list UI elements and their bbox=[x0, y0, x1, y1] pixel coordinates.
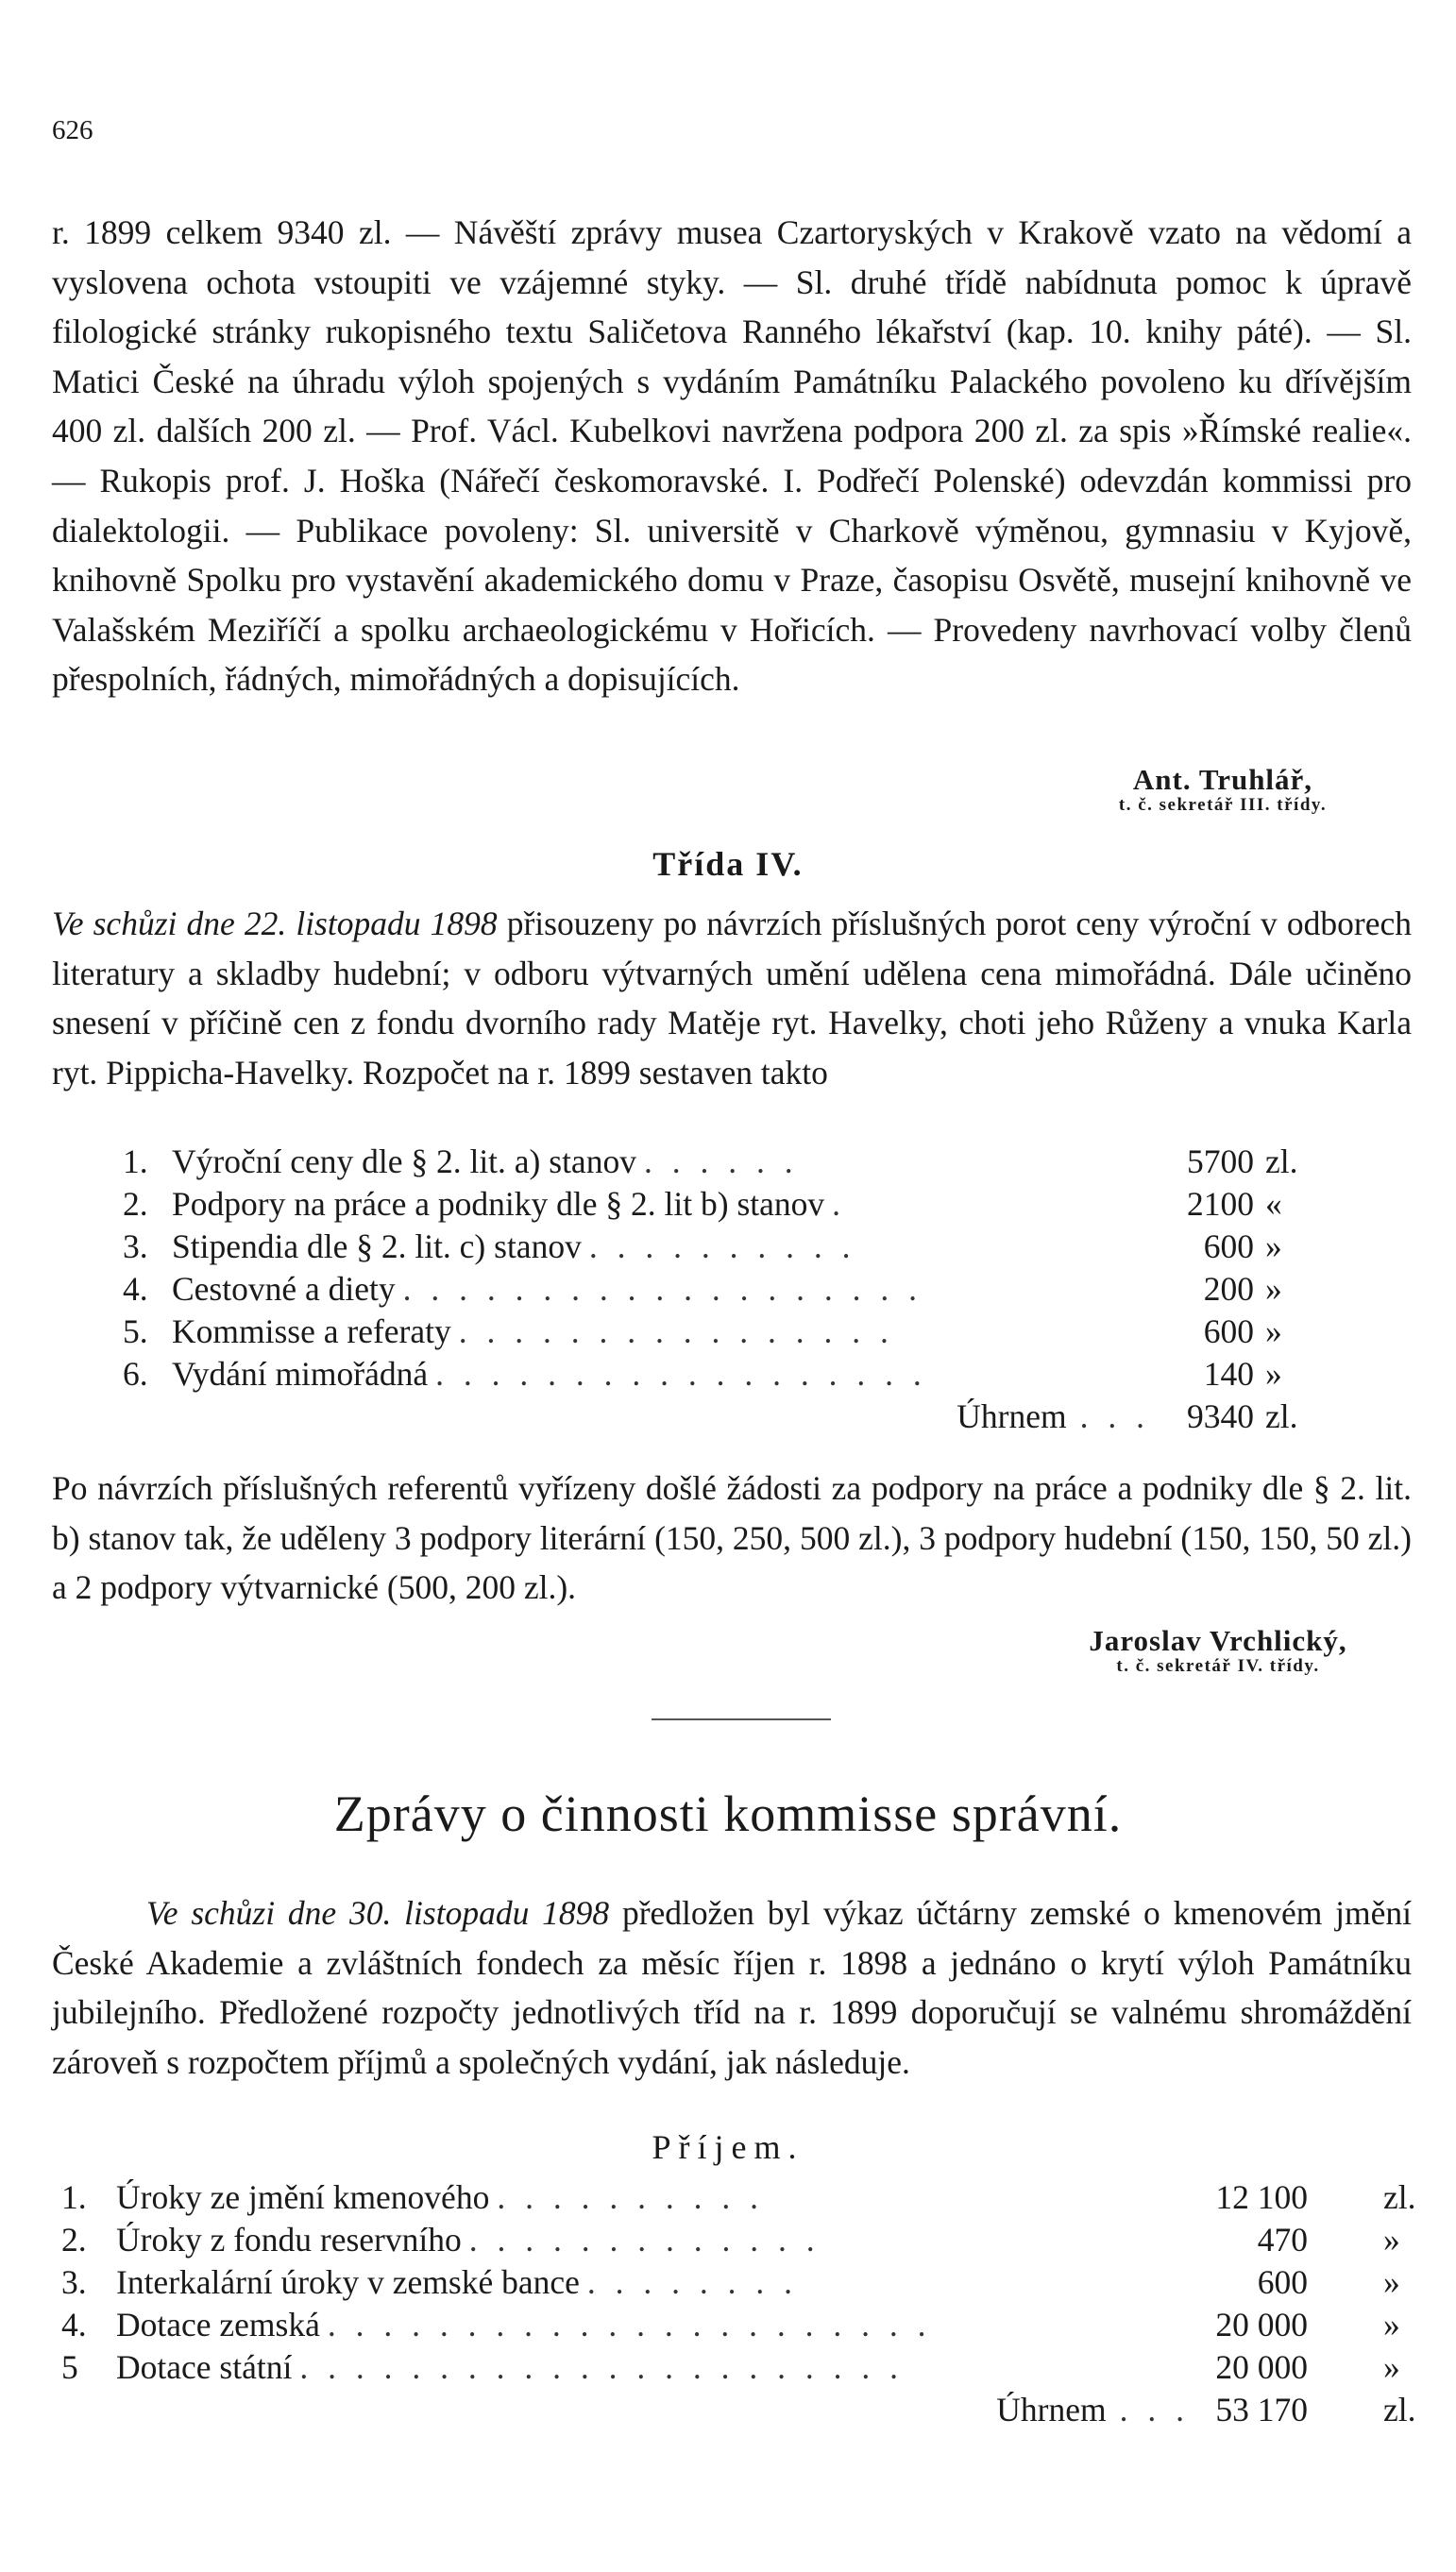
page-number: 626 bbox=[52, 115, 93, 145]
row-unit: » bbox=[1383, 2221, 1400, 2259]
signature-truhlar bbox=[1034, 765, 1412, 814]
row-amount: 200 bbox=[1203, 1270, 1254, 1308]
row-label: Úroky ze jmění kmenového bbox=[116, 2178, 490, 2216]
leader-dots: . . . . . . . . . . . . . . . . . . bbox=[435, 1355, 927, 1393]
leader-dots: . . . bbox=[1079, 1397, 1150, 1435]
row-label: Cestovné a diety bbox=[172, 1270, 396, 1308]
paragraph-text: předložen byl výkaz účtárny zemské o kmenovém jmění České Akademie a zvláštních fondech za měsíc říjen r. 1898 a jednáno o krytí výloh Památníku jubilejního. Předložené rozpočty jednotlivých tříd na r. 1899 doporučují se valnému shromáždění zároveň s rozpočtem příjmů a společných vydání, jak následuje. bbox=[52, 1894, 1413, 2081]
row-amount: 600 bbox=[1203, 1227, 1254, 1265]
row-number: 5 bbox=[61, 2348, 78, 2386]
leader-dots: . . . bbox=[1119, 2391, 1190, 2428]
total-amount: 9340 bbox=[1187, 1397, 1254, 1435]
income-heading: Příjem. bbox=[652, 2128, 804, 2166]
row-label: Kommisse a referaty bbox=[172, 1312, 451, 1350]
meeting-date: Ve schůzi dne 22. listopadu 1898 bbox=[52, 905, 498, 942]
chapter-title: Zprávy o činnosti kommisse správní. bbox=[333, 1785, 1123, 1842]
row-amount: 2100 bbox=[1187, 1185, 1254, 1223]
row-amount: 470 bbox=[1257, 2221, 1308, 2259]
total-label: Úhrnem bbox=[957, 1397, 1067, 1435]
row-number: 5. bbox=[123, 1312, 148, 1350]
row-number: 4. bbox=[61, 2306, 87, 2344]
row-amount: 600 bbox=[1203, 1312, 1254, 1350]
income-table bbox=[61, 2176, 1416, 2431]
row-unit: » bbox=[1383, 2306, 1400, 2344]
signature-name: Jaroslav Vrchlický, bbox=[1089, 1624, 1347, 1657]
budget-table-class-iv bbox=[123, 1141, 1322, 1438]
income-total-row bbox=[61, 2389, 1416, 2431]
row-amount: 20 000 bbox=[1215, 2306, 1308, 2344]
budget-row bbox=[123, 1353, 1322, 1396]
paragraph-text: přisouzeny po návrzích příslušných porot ceny výroční v odborech literatury a skladby hudební; v odboru výtvarných umění udělena cena mimořádná. Dále učiněno snesení v příčině cen z fondu dvorního rady Matěje ryt. Havelky, choti jeho Růženy a vnuka Karla ryt. Pippicha-Havelky. Rozpočet na r. 1899 sestaven takto bbox=[52, 905, 1412, 1091]
leader-dots: . . . . . . . . bbox=[586, 2263, 798, 2301]
row-unit: » bbox=[1383, 2263, 1400, 2301]
row-label: Interkalární úroky v zemské bance bbox=[116, 2263, 580, 2301]
row-amount: 12 100 bbox=[1215, 2178, 1308, 2216]
paragraph-class-iv bbox=[52, 899, 1412, 1097]
row-amount: 5700 bbox=[1187, 1142, 1254, 1180]
row-unit: » bbox=[1265, 1355, 1282, 1393]
row-label: Vydání mimořádná bbox=[172, 1355, 429, 1393]
budget-row bbox=[123, 1141, 1322, 1183]
paragraph-grants: Po návrzích příslušných referentů vyřízeny došlé žádosti za podpory na práce a podniky dle § 2. lit. b) stanov tak, že uděleny 3 podpory literární (150, 250, 500 zl.), 3 podpory hudební (150, 150, 50 zl.) a 2 podpory výtvarnické (500, 200 zl.). bbox=[52, 1469, 1412, 1607]
row-label: Dotace zemská bbox=[116, 2306, 320, 2344]
row-unit: » bbox=[1265, 1227, 1282, 1265]
row-label: Úroky z fondu reservního bbox=[116, 2221, 462, 2259]
leader-dots: . . . . . . . . . . bbox=[588, 1227, 856, 1265]
income-row bbox=[61, 2346, 1412, 2389]
leader-dots: . . . . . . . . . . . . . bbox=[468, 2221, 821, 2259]
paragraph-administrative-commission bbox=[52, 1888, 1412, 2087]
signature-vrchlicky bbox=[1020, 1626, 1416, 1675]
row-label: Dotace státní bbox=[116, 2348, 293, 2386]
income-row bbox=[61, 2219, 1412, 2261]
row-unit: zl. bbox=[1383, 2178, 1416, 2216]
row-unit: » bbox=[1265, 1270, 1282, 1308]
row-amount: 20 000 bbox=[1215, 2348, 1308, 2386]
income-row bbox=[61, 2304, 1412, 2346]
row-number: 6. bbox=[123, 1355, 148, 1393]
row-number: 3. bbox=[61, 2263, 87, 2301]
paragraph-top: r. 1899 celkem 9340 zl. — Návěští zprávy musea Czartoryských v Krakově vzato na vědomí a vyslovena ochota vstoupiti ve vzájemné styky. — Sl. druhé třídě nabídnuta pomoc k úpravě filologické stránky rukopisného textu Saličetova Ranného lékařství (kap. 10. knihy páté). — Sl. Matici České na úhradu výloh spojených s vydáním Památníku Palackého povoleno ku dřívějším 400 zl. dalších 200 zl. — Prof. Václ. Kubelkovi navržena podpora 200 zl. za spis »Římské realie«. — Rukopis prof. J. Hoška (Nářečí českomoravské. I. Podřečí Polenské) odevzdán kommissi pro dialektologii. — Publikace povoleny: Sl. universitě v Charkově výměnou, gymnasiu v Kyjově, knihovně Spolku pro vystavění akademického domu v Praze, časopisu Osvětě, musejní knihovně ve Valašském Meziříčí a spolku archaeologickému v Hořicích. — Provedeny navrhovací volby členů přespolních, řádných, mimořádných a dopisujících. bbox=[52, 213, 1412, 699]
leader-dots: . . . . . . bbox=[643, 1142, 799, 1180]
total-unit: zl. bbox=[1383, 2391, 1416, 2428]
row-unit: « bbox=[1265, 1185, 1282, 1223]
signature-name: Ant. Truhlář, bbox=[1132, 763, 1313, 796]
section-heading-class-iv: Třída IV. bbox=[652, 845, 804, 883]
meeting-date: Ve schůzi dne 30. listopadu 1898 bbox=[146, 1894, 610, 1932]
signature-title: t. č. sekretář III. třídy. bbox=[1118, 794, 1328, 815]
budget-row bbox=[123, 1268, 1322, 1311]
row-number: 1. bbox=[61, 2178, 87, 2216]
row-label: Podpory na práce a podniky dle § 2. lit b) stanov bbox=[172, 1185, 825, 1223]
total-amount: 53 170 bbox=[1215, 2391, 1308, 2428]
row-number: 3. bbox=[123, 1227, 148, 1265]
budget-row bbox=[123, 1226, 1322, 1268]
row-amount: 140 bbox=[1203, 1355, 1254, 1393]
income-row bbox=[61, 2261, 1412, 2304]
row-label: Stipendia dle § 2. lit. c) stanov bbox=[172, 1227, 582, 1265]
budget-row bbox=[123, 1183, 1322, 1226]
budget-row bbox=[123, 1311, 1322, 1353]
leader-dots: . bbox=[832, 1185, 846, 1223]
section-divider bbox=[652, 1718, 831, 1720]
total-label: Úhrnem bbox=[996, 2391, 1107, 2428]
row-number: 2. bbox=[123, 1185, 148, 1223]
total-unit: zl. bbox=[1265, 1397, 1298, 1435]
row-label: Výroční ceny dle § 2. lit. a) stanov bbox=[172, 1142, 636, 1180]
leader-dots: . . . . . . . . . . . . . . . . . . . . . . bbox=[299, 2348, 904, 2386]
leader-dots: . . . . . . . . . . bbox=[497, 2178, 764, 2216]
row-unit: » bbox=[1383, 2348, 1400, 2386]
budget-total-row bbox=[123, 1396, 1322, 1438]
leader-dots: . . . . . . . . . . . . . . . . . . . . . . bbox=[327, 2306, 932, 2344]
leader-dots: . . . . . . . . . . . . . . . . . . . bbox=[402, 1270, 923, 1308]
row-amount: 600 bbox=[1257, 2263, 1308, 2301]
row-unit: zl. bbox=[1265, 1142, 1298, 1180]
row-number: 1. bbox=[123, 1142, 148, 1180]
row-number: 4. bbox=[123, 1270, 148, 1308]
income-row bbox=[61, 2176, 1416, 2219]
signature-title: t. č. sekretář IV. třídy. bbox=[1116, 1655, 1320, 1676]
row-number: 2. bbox=[61, 2221, 87, 2259]
leader-dots: . . . . . . . . . . . . . . . . bbox=[458, 1312, 894, 1350]
row-unit: » bbox=[1265, 1312, 1282, 1350]
